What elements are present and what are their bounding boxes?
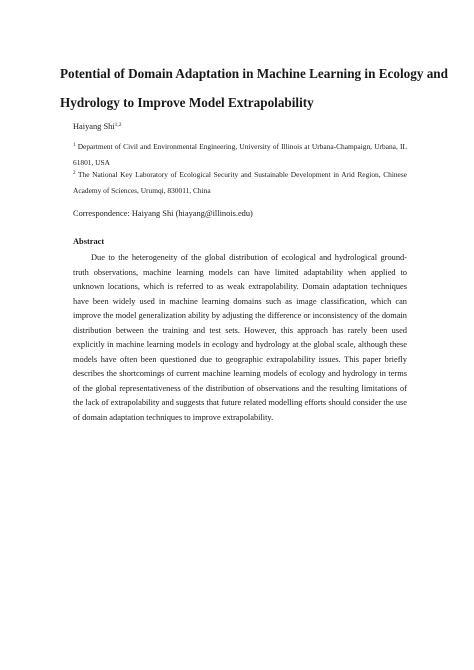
paper-title — [60, 59, 448, 117]
abstract-body: Due to the heterogeneity of the global distribution of ecological and hydrological ground-truth observations, machine learning models can have limited adaptability when applied to unknown locations, which is referred to as weak extrapolability. Domain adaptation techniques have been widely used in machine learning domains such as image classification, which can improve the model generalization ability by adjusting the difference or inconsistency of the domain distribution between the training and test sets. However, this approach has rarely been used explicitly in machine learning models in ecology and hydrology at the global scale, although these models have often been questioned due to geographic extrapolability issues. This paper briefly describes the shortcomings of current machine learning models of ecology and hydrology in terms of the global representativeness of the distribution of observations and the resulting limitations of the lack of extrapolability and suggests that future related modelling efforts should consider the use of domain adaptation techniques to improve extrapolability. — [73, 253, 407, 423]
abstract-heading: Abstract — [73, 237, 105, 246]
affiliation-2-text: The National Key Laboratory of Ecological Security and Sustainable Development in Arid Region, Chinese Academy of Sciences, Urumqi, 830011, China — [73, 170, 407, 195]
affiliation-1-text: Department of Civil and Environmental Engineering, University of Illinois at Urbana-Champaign, Urbana, IL 61801, USA — [73, 142, 407, 167]
affiliation-2 — [73, 166, 407, 198]
author-name: Haiyang Shi — [73, 122, 115, 131]
paper-title-line-2: Hydrology to Improve Model Extrapolability — [60, 95, 314, 110]
author-affiliation-marks: 1,2 — [114, 122, 122, 128]
paper-title-line-1: Potential of Domain Adaptation in Machine Learning in Ecology and — [60, 66, 448, 81]
affiliation-1-mark: 1 — [73, 143, 76, 148]
affiliation-2-mark: 2 — [73, 171, 76, 176]
author-line — [73, 122, 122, 131]
correspondence: Correspondence: Haiyang Shi (hiayang@illinois.edu) — [73, 209, 253, 218]
